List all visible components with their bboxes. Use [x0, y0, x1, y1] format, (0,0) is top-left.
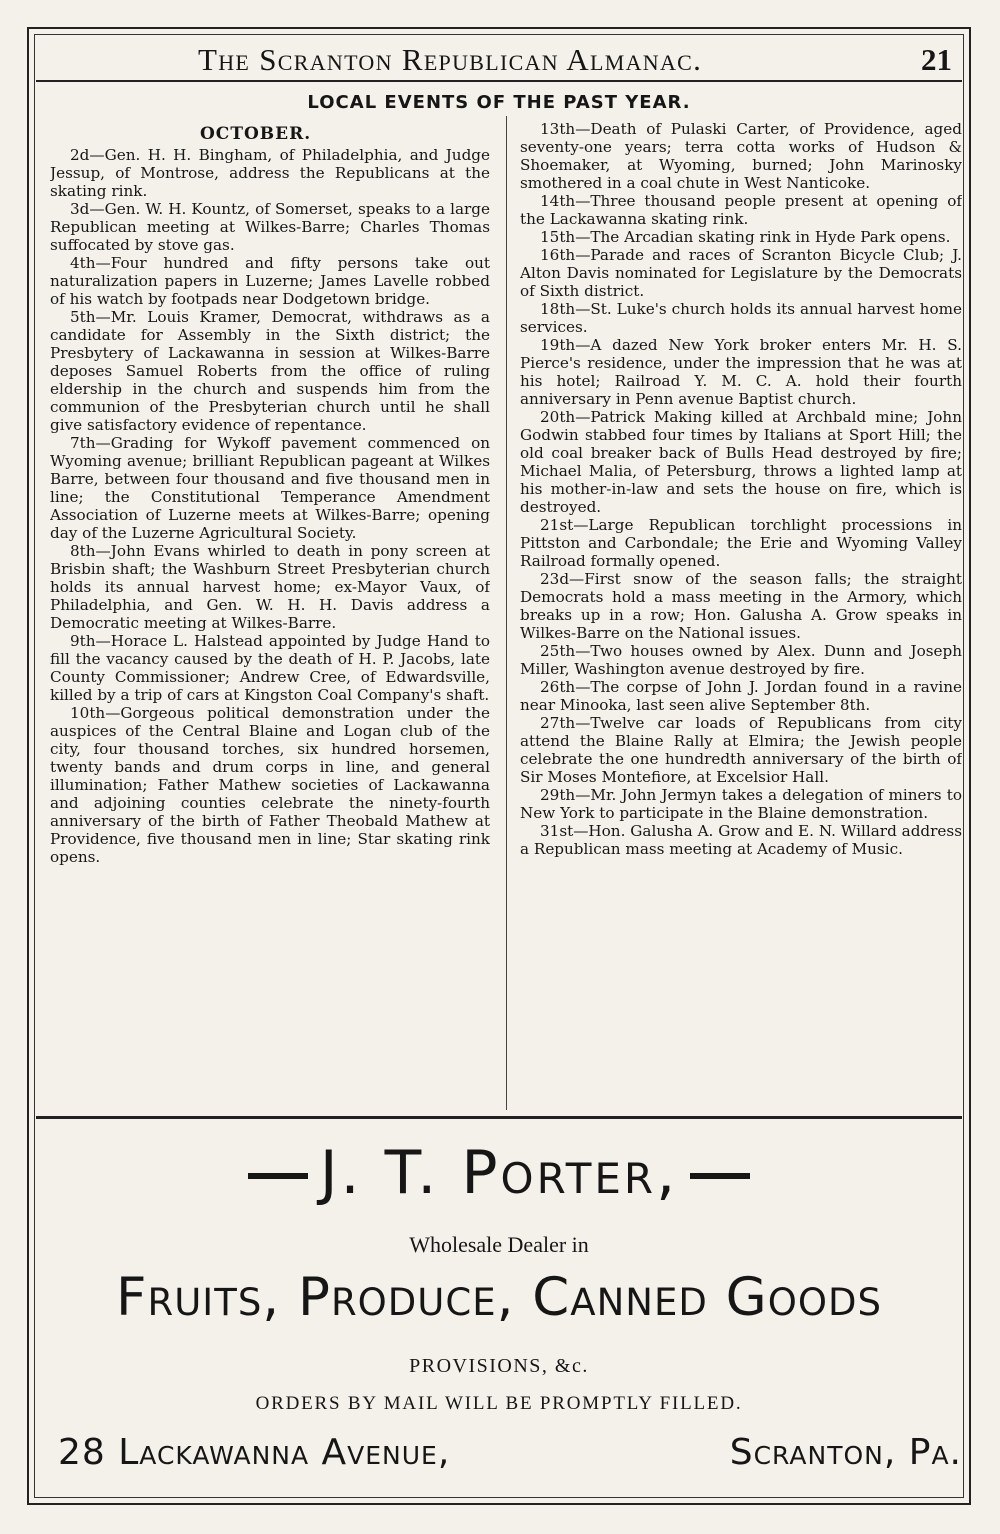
decorative-dash — [690, 1173, 750, 1179]
advertised-products: Fruits, Produce, Canned Goods — [116, 1267, 882, 1328]
event-entry: 15th—The Arcadian skating rink in Hyde Park opens. — [540, 228, 951, 246]
month-heading: OCTOBER. — [200, 124, 312, 144]
event-entry: 16th—Parade and races of Scranton Bicycle Club; J. Alton Davis nominated for Legislature by the Democrats of Sixth district. — [520, 246, 962, 300]
city-state: Scranton, Pa. — [729, 1432, 962, 1473]
advertiser-name — [36, 1138, 962, 1208]
event-entry: 23d—First snow of the season falls; the straight Democrats hold a mass meeting in the Armory, which breaks up in a row; Hon. Galusha A. Grow speaks in Wilkes-Barre on the National issues. — [520, 570, 962, 642]
event-entry: 18th—St. Luke's church holds its annual harvest home services. — [520, 300, 962, 336]
advertiser-name-text: J. T. Porter, — [319, 1138, 679, 1208]
events-column-left — [50, 120, 490, 1110]
event-entry: 21st—Large Republican torchlight processions in Pittston and Carbondale; the Erie and Wyoming Valley Railroad formally opened. — [520, 516, 962, 570]
decorative-dash — [248, 1173, 308, 1179]
event-entry: 27th—Twelve car loads of Republicans from city attend the Blaine Rally at Elmira; the Jewish people celebrate the one hundredth anniversary of the birth of Sir Moses Montefiore, at Excelsior Hall. — [520, 714, 962, 786]
event-entry: 13th—Death of Pulaski Carter, of Providence, aged seventy-one years; terra cotta works of Hudson & Shoemaker, at Wyoming, burned; John Marinosky smothered in a coal chute in West Nanticoke. — [520, 120, 962, 192]
event-entry: 2d—Gen. H. H. Bingham, of Philadelphia, and Judge Jessup, of Montrose, address the Republicans at the skating rink. — [50, 146, 490, 200]
events-column-right — [520, 120, 962, 1110]
event-entry: 31st—Hon. Galusha A. Grow and E. N. Willard address a Republican mass meeting at Academy of Music. — [520, 822, 962, 858]
event-entry: 14th—Three thousand people present at opening of the Lackawanna skating rink. — [520, 192, 962, 228]
almanac-title: The Scranton Republican Almanac. — [198, 42, 703, 77]
column-divider — [506, 116, 507, 1110]
street-address: 28 Lackawanna Avenue, — [58, 1432, 451, 1473]
event-entry: 8th—John Evans whirled to death in pony screen at Brisbin shaft; the Washburn Street Presbyterian church holds its annual harvest home; ex-Mayor Vaux, of Philadelphia, and Gen. W. H. H. Davis address a Democratic meeting at Wilkes-Barre. — [50, 542, 490, 632]
provisions-line: PROVISIONS, &c. — [409, 1355, 589, 1377]
event-entry: 26th—The corpse of John J. Jordan found in a ravine near Minooka, last seen alive September 8th. — [520, 678, 962, 714]
event-entry: 9th—Horace L. Halstead appointed by Judge Hand to fill the vacancy caused by the death of H. P. Jacobs, late County Commissioner; Andrew Cree, of Edwardsville, killed by a trip of cars at Kingston Coal Company's shaft. — [50, 632, 490, 704]
advertiser-subtitle: Wholesale Dealer in — [409, 1232, 589, 1257]
event-entry: 10th—Gorgeous political demonstration under the auspices of the Central Blaine and Logan club of the city, four thousand torches, six hundred horsemen, twenty bands and drum corps in line, and general illumination; Father Mathew societies of Lackawanna and adjoining counties celebrate the ninety-fourth anniversary of the birth of Father Theobald Mathew at Providence, five thousand men in line; Star skating rink opens. — [50, 704, 490, 866]
advertisement-divider — [36, 1116, 962, 1119]
event-entry: 29th—Mr. John Jermyn takes a delegation of miners to New York to participate in the Blaine demonstration. — [520, 786, 962, 822]
page-header — [36, 40, 962, 82]
event-entry: 4th—Four hundred and fifty persons take out naturalization papers in Luzerne; James Lavelle robbed of his watch by footpads near Dodgetown bridge. — [50, 254, 490, 308]
event-entry: 20th—Patrick Making killed at Archbald mine; John Godwin stabbed four times by Italians at Sport Hill; the old coal breaker back of Bulls Head destroyed by fire; Michael Malia, of Petersburg, throws a lighted lamp at his mother-in-law and sets the house on fire, which is destroyed. — [520, 408, 962, 516]
event-entry: 25th—Two houses owned by Alex. Dunn and Joseph Miller, Washington avenue destroyed by fire. — [520, 642, 962, 678]
section-title: LOCAL EVENTS OF THE PAST YEAR. — [307, 92, 691, 113]
event-entry: 5th—Mr. Louis Kramer, Democrat, withdraws as a candidate for Assembly in the Sixth district; the Presbytery of Lackawanna in session at Wilkes-Barre deposes Samuel Roberts from the office of ruling eldership in the church and suspends him from the communion of the Presbyterian church until he shall give satisfactory evidence of repentance. — [50, 308, 490, 434]
orders-notice: ORDERS BY MAIL WILL BE PROMPTLY FILLED. — [255, 1393, 743, 1414]
page-number: 21 — [921, 42, 952, 77]
event-entry: 19th—A dazed New York broker enters Mr. H. S. Pierce's residence, under the impression that he was at his hotel; Railroad Y. M. C. A. hold their fourth anniversary in Penn avenue Baptist church. — [520, 336, 962, 408]
event-entry: 3d—Gen. W. H. Kountz, of Somerset, speaks to a large Republican meeting at Wilkes-Barre; Charles Thomas suffocated by stove gas. — [50, 200, 490, 254]
event-entry: 7th—Grading for Wykoff pavement commenced on Wyoming avenue; brilliant Republican pageant at Wilkes Barre, between four thousand and five thousand men in line; the Constitutional Temperance Amendment Association of Luzerne meets at Wilkes-Barre; opening day of the Luzerne Agricultural Society. — [50, 434, 490, 542]
